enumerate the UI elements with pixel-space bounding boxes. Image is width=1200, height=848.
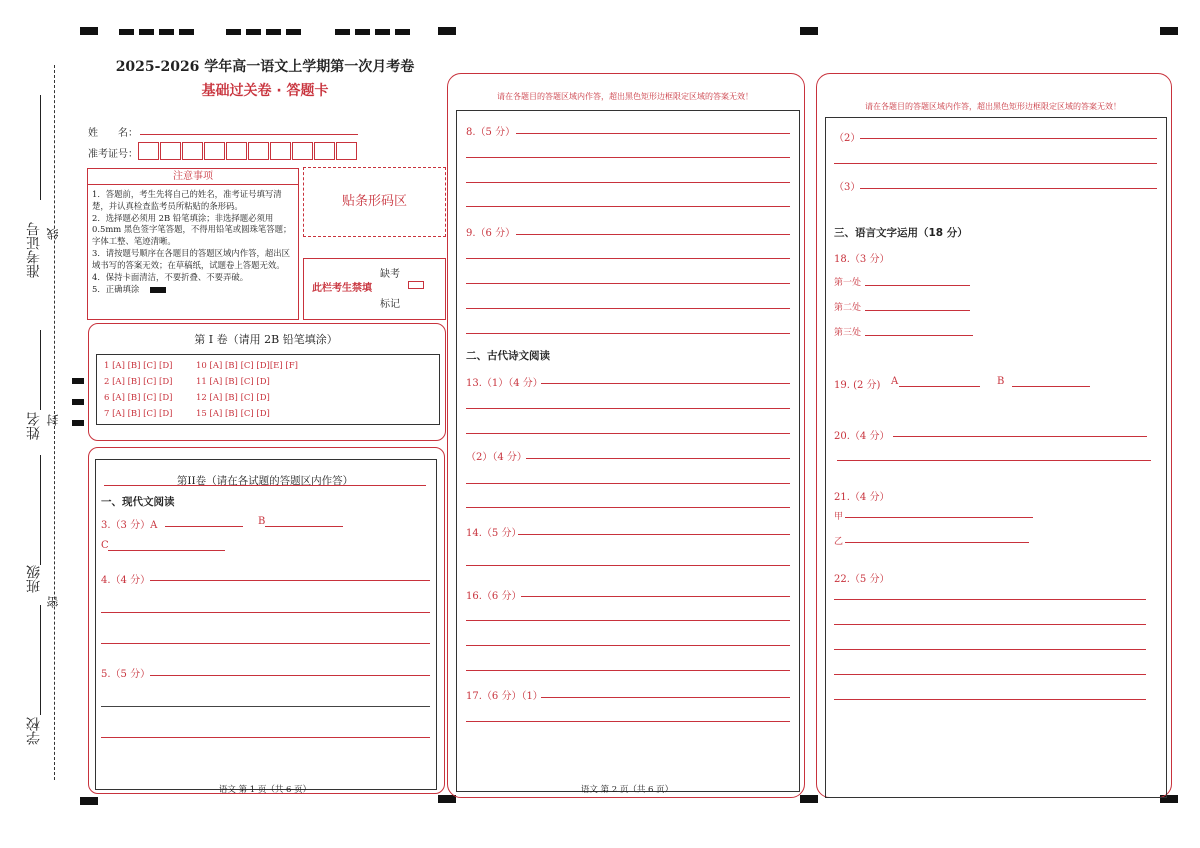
registration-mark bbox=[335, 29, 411, 35]
q3-label-c: C bbox=[101, 540, 109, 551]
q20-answer-line[interactable] bbox=[893, 436, 1147, 437]
notice-item: 5．正确填涂 bbox=[92, 284, 140, 295]
q18-spot2-answer[interactable] bbox=[865, 310, 970, 311]
ticket-label: 准考证号 bbox=[26, 222, 42, 278]
q13-2-answer-line[interactable] bbox=[466, 507, 790, 508]
q13-2-answer-line[interactable] bbox=[526, 458, 790, 459]
q22-answer-line[interactable] bbox=[834, 599, 1146, 600]
class-label: 班级 bbox=[26, 565, 42, 593]
page2-warning: 请在各题目的答题区域内作答，超出黑色矩形边框限定区域的答案无效！ bbox=[497, 92, 753, 101]
notice-item: 2．选择题必须用 2B 铅笔填涂；非选择题必须用 0.5mm 黑色签字笔答题，不得用铅笔或圆珠笔答题；字体工整、笔迹清晰。 bbox=[92, 212, 292, 246]
q8-answer-line[interactable] bbox=[466, 206, 790, 207]
q18-spot3-label: 第三处 bbox=[834, 328, 862, 338]
notice-box bbox=[87, 168, 299, 320]
registration-mark bbox=[72, 420, 84, 426]
q16-answer-line[interactable] bbox=[466, 620, 790, 621]
q3-answer-c[interactable] bbox=[108, 550, 225, 551]
ticket-write-line bbox=[40, 95, 41, 200]
q21-a-label: 甲 bbox=[834, 512, 844, 522]
q3-answer-b[interactable] bbox=[265, 526, 343, 527]
registration-mark bbox=[226, 29, 302, 35]
q4-answer-line[interactable] bbox=[101, 643, 430, 644]
q17-3-label: （3） bbox=[834, 182, 861, 193]
q17-2-label: （2） bbox=[834, 133, 861, 144]
class-write-line bbox=[40, 455, 41, 565]
q18-spot1-label: 第一处 bbox=[834, 278, 862, 288]
q16-label: 16.（6 分） bbox=[466, 591, 522, 602]
page3-warning: 请在各题目的答题区域内作答，超出黑色矩形边框限定区域的答案无效！ bbox=[865, 102, 1121, 111]
choice-row[interactable]: 11 [A] [B] [C] [D] bbox=[196, 377, 270, 387]
ticket-field-label: 准考证号： bbox=[88, 149, 138, 160]
q21-a-answer[interactable] bbox=[845, 517, 1033, 518]
name-label: 姓名 bbox=[26, 412, 42, 440]
q17-answer-line[interactable] bbox=[466, 721, 790, 722]
q3-answer-a[interactable] bbox=[165, 526, 243, 527]
q17-3-answer-line[interactable] bbox=[860, 188, 1157, 189]
q18-label: 18.（3 分） bbox=[834, 254, 890, 265]
q20-label: 20.（4 分） bbox=[834, 431, 890, 442]
q21-b-answer[interactable] bbox=[845, 542, 1029, 543]
q3-label-b: B bbox=[258, 516, 266, 527]
absent-mark-top: 缺考 bbox=[380, 269, 400, 280]
q18-spot2-label: 第二处 bbox=[834, 303, 862, 313]
q22-answer-line[interactable] bbox=[834, 699, 1146, 700]
q19-label: 19. (2 分) bbox=[834, 380, 881, 391]
notice-title: 注意事项 bbox=[88, 169, 298, 185]
q14-label: 14.（5 分） bbox=[466, 528, 522, 539]
choice-row[interactable]: 10 [A] [B] [C] [D][E] [F] bbox=[196, 361, 298, 371]
registration-mark bbox=[72, 378, 84, 384]
q19-b-label: B bbox=[997, 376, 1005, 387]
filled-sample-mark bbox=[150, 287, 166, 293]
q8-answer-line[interactable] bbox=[466, 157, 790, 158]
registration-mark bbox=[438, 27, 456, 35]
name-field[interactable] bbox=[140, 134, 358, 135]
q8-answer-line[interactable] bbox=[516, 133, 790, 134]
q13-1-label: 13.（1）（4 分） bbox=[466, 378, 543, 389]
q22-label: 22.（5 分） bbox=[834, 574, 890, 585]
seal-secret-label: 密 bbox=[46, 596, 60, 608]
q4-answer-line[interactable] bbox=[101, 612, 430, 613]
notice-item: 4．保持卡面清洁，不要折叠、不要弄破。 bbox=[92, 271, 249, 282]
registration-mark bbox=[800, 27, 818, 35]
q19-b-answer[interactable] bbox=[1012, 386, 1090, 387]
q19-a-answer[interactable] bbox=[899, 386, 980, 387]
registration-mark bbox=[72, 399, 84, 405]
q8-label: 8.（5 分） bbox=[466, 127, 516, 138]
section-classical-reading: 二、古代诗文阅读 bbox=[466, 350, 550, 362]
seal-line-label: 线 bbox=[46, 228, 60, 240]
choice-row[interactable]: 7 [A] [B] [C] [D] bbox=[104, 409, 173, 419]
choice-row[interactable]: 1 [A] [B] [C] [D] bbox=[104, 361, 173, 371]
barcode-area bbox=[303, 167, 446, 237]
registration-mark bbox=[80, 797, 98, 805]
q13-1-answer-line[interactable] bbox=[541, 383, 790, 384]
school-label: 学校 bbox=[26, 717, 42, 745]
choice-row[interactable]: 12 [A] [B] [C] [D] bbox=[196, 393, 270, 403]
q22-answer-line[interactable] bbox=[834, 649, 1146, 650]
q22-answer-line[interactable] bbox=[834, 624, 1146, 625]
q14-answer-line[interactable] bbox=[466, 565, 790, 566]
q16-answer-line[interactable] bbox=[521, 596, 790, 597]
q13-2-label: （2）（4 分） bbox=[466, 452, 527, 463]
registration-mark bbox=[1160, 27, 1178, 35]
absent-mark-box[interactable] bbox=[408, 281, 424, 289]
q5-answer-line[interactable] bbox=[101, 737, 430, 738]
q9-answer-line[interactable] bbox=[466, 308, 790, 309]
q19-a-label: A bbox=[891, 376, 899, 387]
q13-1-answer-line[interactable] bbox=[466, 408, 790, 409]
q20-answer-line[interactable] bbox=[837, 460, 1151, 461]
q9-label: 9.（6 分） bbox=[466, 228, 516, 239]
q17-2-answer-line[interactable] bbox=[834, 163, 1157, 164]
q21-label: 21.（4 分） bbox=[834, 492, 890, 503]
registration-mark bbox=[80, 27, 98, 35]
absent-mark-bottom: 标记 bbox=[380, 299, 400, 310]
q17-2-answer-line[interactable] bbox=[860, 138, 1157, 139]
notice-item: 3．请按题号顺序在各题目的答题区域内作答，超出区域书写的答案无效；在草稿纸，试题卷上答题无效。 bbox=[92, 247, 290, 270]
q3-label: 3.（3 分）A bbox=[101, 520, 158, 531]
q5-label: 5.（5 分） bbox=[101, 669, 151, 680]
q21-b-label: 乙 bbox=[834, 537, 844, 547]
registration-mark bbox=[119, 29, 195, 35]
q4-label: 4.（4 分） bbox=[101, 575, 151, 586]
part1-title: 第 I 卷（请用 2B 铅笔填涂） bbox=[194, 333, 338, 346]
q17-label: 17.（6 分）（1） bbox=[466, 691, 543, 702]
part2-title-underline bbox=[104, 485, 426, 486]
choice-row[interactable]: 15 [A] [B] [C] [D] bbox=[196, 409, 270, 419]
page3-answer-frame bbox=[825, 117, 1167, 798]
notice-item: 1．答题前，考生先将自己的姓名，准考证号填写清楚，并认真检查监考员所粘贴的条形码。 bbox=[92, 189, 282, 211]
q9-answer-line[interactable] bbox=[466, 258, 790, 259]
part2-title: 第II卷（请在各试题的答题区内作答） bbox=[176, 475, 354, 487]
seal-seal-label: 封 bbox=[46, 414, 60, 426]
absent-box bbox=[303, 258, 446, 320]
page2-footer: 语文 第 2 页（共 6 页） bbox=[580, 785, 674, 795]
q5-answer-line[interactable] bbox=[101, 706, 430, 707]
q16-answer-line[interactable] bbox=[466, 645, 790, 646]
q13-1-answer-line[interactable] bbox=[466, 433, 790, 434]
section-language-use: 三、语言文字运用（18 分） bbox=[834, 227, 968, 239]
q14-answer-line[interactable] bbox=[518, 534, 790, 535]
choice-row[interactable]: 6 [A] [B] [C] [D] bbox=[104, 393, 173, 403]
page1-footer: 语文 第 1 页（共 6 页） bbox=[218, 785, 312, 795]
exam-title: 2025-2026 学年高一语文上学期第一次月考卷 bbox=[115, 59, 415, 75]
q9-answer-line[interactable] bbox=[466, 283, 790, 284]
q22-answer-line[interactable] bbox=[834, 674, 1146, 675]
section-modern-reading: 一、现代文阅读 bbox=[101, 496, 175, 508]
school-write-line bbox=[40, 605, 41, 715]
absent-label: 此栏考生禁填 bbox=[312, 283, 372, 294]
q16-answer-line[interactable] bbox=[466, 670, 790, 671]
q9-answer-line[interactable] bbox=[516, 234, 790, 235]
card-subtitle: 基础过关卷 · 答题卡 bbox=[201, 83, 329, 99]
choice-row[interactable]: 2 [A] [B] [C] [D] bbox=[104, 377, 173, 387]
q17-answer-line[interactable] bbox=[541, 697, 790, 698]
q5-answer-line[interactable] bbox=[150, 675, 430, 676]
q13-2-answer-line[interactable] bbox=[466, 483, 790, 484]
q8-answer-line[interactable] bbox=[466, 182, 790, 183]
q18-spot3-answer[interactable] bbox=[865, 335, 973, 336]
barcode-label: 贴条形码区 bbox=[341, 194, 407, 209]
q4-answer-line[interactable] bbox=[150, 580, 430, 581]
registration-mark bbox=[800, 795, 818, 803]
name-write-line bbox=[40, 330, 41, 410]
name-field-label: 姓 名： bbox=[88, 128, 138, 139]
q18-spot1-answer[interactable] bbox=[865, 285, 970, 286]
q9-answer-line[interactable] bbox=[466, 333, 790, 334]
